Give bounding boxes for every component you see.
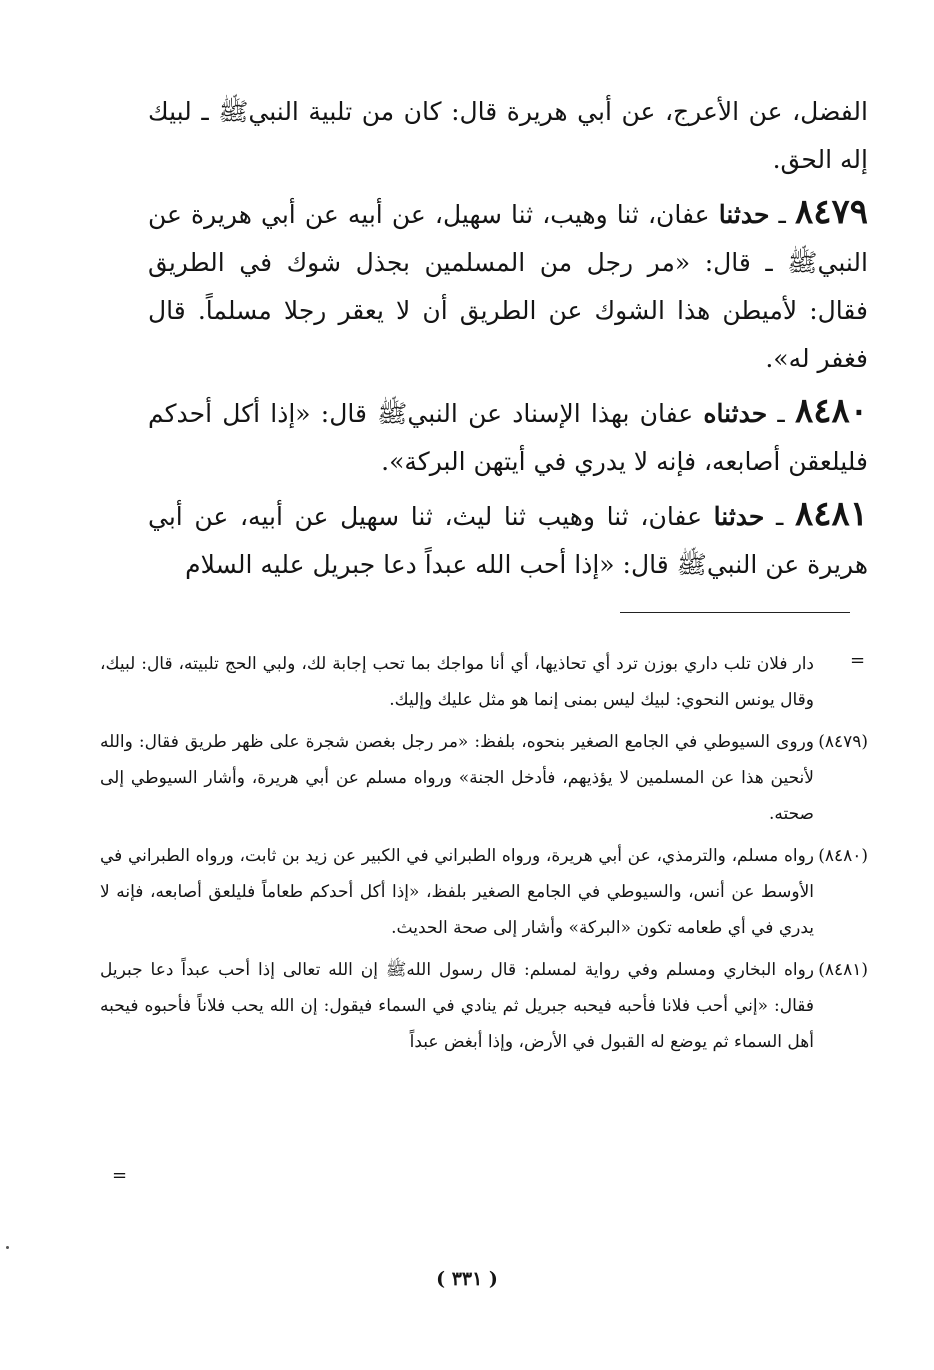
hadith-keyword: حدثناه (703, 399, 768, 428)
footnote-text: رواه البخاري ومسلم وفي رواية لمسلم: قال رسول اللهﷺ إن الله تعالى إذا أحب عبداً دعا جبريل فقال: «إني أحب فلانا فأحبه فيحبه جبريل ثم ينادي في السماء فيقول: إن الله يحب فلاناً فأحبوه فيحبه أهل السماء ثم يوضع له القبول في الأرض، وإذا أبغض عبداً (100, 960, 814, 1052)
footnote-8480 (100, 838, 868, 946)
hadith-number: ٨٤٨١ (794, 494, 869, 534)
hadith-text: عفان بهذا الإسناد عن النبيﷺ قال: «إذا أكل أحدكم فليلعقن أصابعه، فإنه لا يدري في أيتهن البركة». (148, 399, 868, 476)
footnote-8479 (100, 724, 868, 832)
hadith-keyword: حدثنا (718, 200, 770, 229)
footnote-text: وروى السيوطي في الجامع الصغير بنحوه، بلفظ: «مر رجل بغصن شجرة على ظهر طريق فقال: والله لأنحين هذا عن المسلمين لا يؤذيهم، فأدخل الجنة» ورواه مسلم عن أبي هريرة، وأشار السيوطي إلى صحته. (100, 732, 814, 824)
footnotes-block (100, 646, 868, 1066)
hadith-8480 (148, 387, 868, 486)
hadith-dash: ـ (764, 502, 795, 531)
footnote-8481 (100, 952, 868, 1060)
continuation-mark-top: = (850, 650, 866, 671)
hadith-text: عفان، ثنا وهيب، ثنا سهيل، عن أبيه عن أبي هريرة عن النبيﷺ ـ قال: «مر رجل من المسلمين بجذل شوك في الطريق فقال: لأميطن هذا الشوك عن الطريق أن لا يعقر رجلا مسلماً. قال فغفر له». (148, 200, 868, 373)
hadith-number: ٨٤٨٠ (794, 391, 868, 431)
page-number: ( ٣٣١ ) (436, 1268, 498, 1290)
main-text-block (148, 88, 868, 589)
continuation-mark-bottom: = (112, 1165, 128, 1186)
hadith-8479 (148, 188, 868, 383)
hadith-keyword: حدثنا (713, 502, 765, 531)
footnote-label: (٨٤٨١) (818, 960, 868, 980)
hadith-8481 (148, 490, 868, 589)
footnote-label: (٨٤٨٠) (818, 846, 868, 866)
hadith-number: ٨٤٧٩ (794, 192, 869, 232)
hadith-dash: ـ (769, 200, 795, 229)
hadith-text: عفان، ثنا وهيب ثنا ليث، ثنا سهيل عن أبيه، عن أبي هريرة عن النبيﷺ قال: «إذا أحب الله عبداً دعا جبريل عليه السلام (148, 502, 868, 579)
hadith-dash: ـ (767, 399, 795, 428)
footnote-label: (٨٤٧٩) (818, 732, 868, 752)
paragraph-continued: الفضل، عن الأعرج، عن أبي هريرة قال: كان من تلبية النبيﷺ ـ لبيك إله الحق. (148, 97, 868, 174)
footnote-text: دار فلان تلب داري بوزن ترد أي تحاذيها، أي أنا مواجك بما تحب إجابة لك، ولبي الحج تلبيته، قال: لبيك، وقال يونس النحوي: لبيك ليس بمنى إنما هو مثل عليك وإليك. (100, 654, 814, 710)
scan-speck (6, 1246, 9, 1249)
footnote-divider (620, 612, 850, 613)
footnote-continued (100, 646, 868, 718)
footnote-text: رواه مسلم، والترمذي، عن أبي هريرة، ورواه الطبراني في الكبير عن زيد بن ثابت، ورواه الطبراني في الأوسط عن أنس، والسيوطي في الجامع الصغير بلفظ، «إذا أكل أحدكم طعاماً فليلعق أصابعه، فإنه لا يدري في أي طعامه تكون «البركة» وأشار إلى صحة الحديث. (100, 846, 814, 938)
